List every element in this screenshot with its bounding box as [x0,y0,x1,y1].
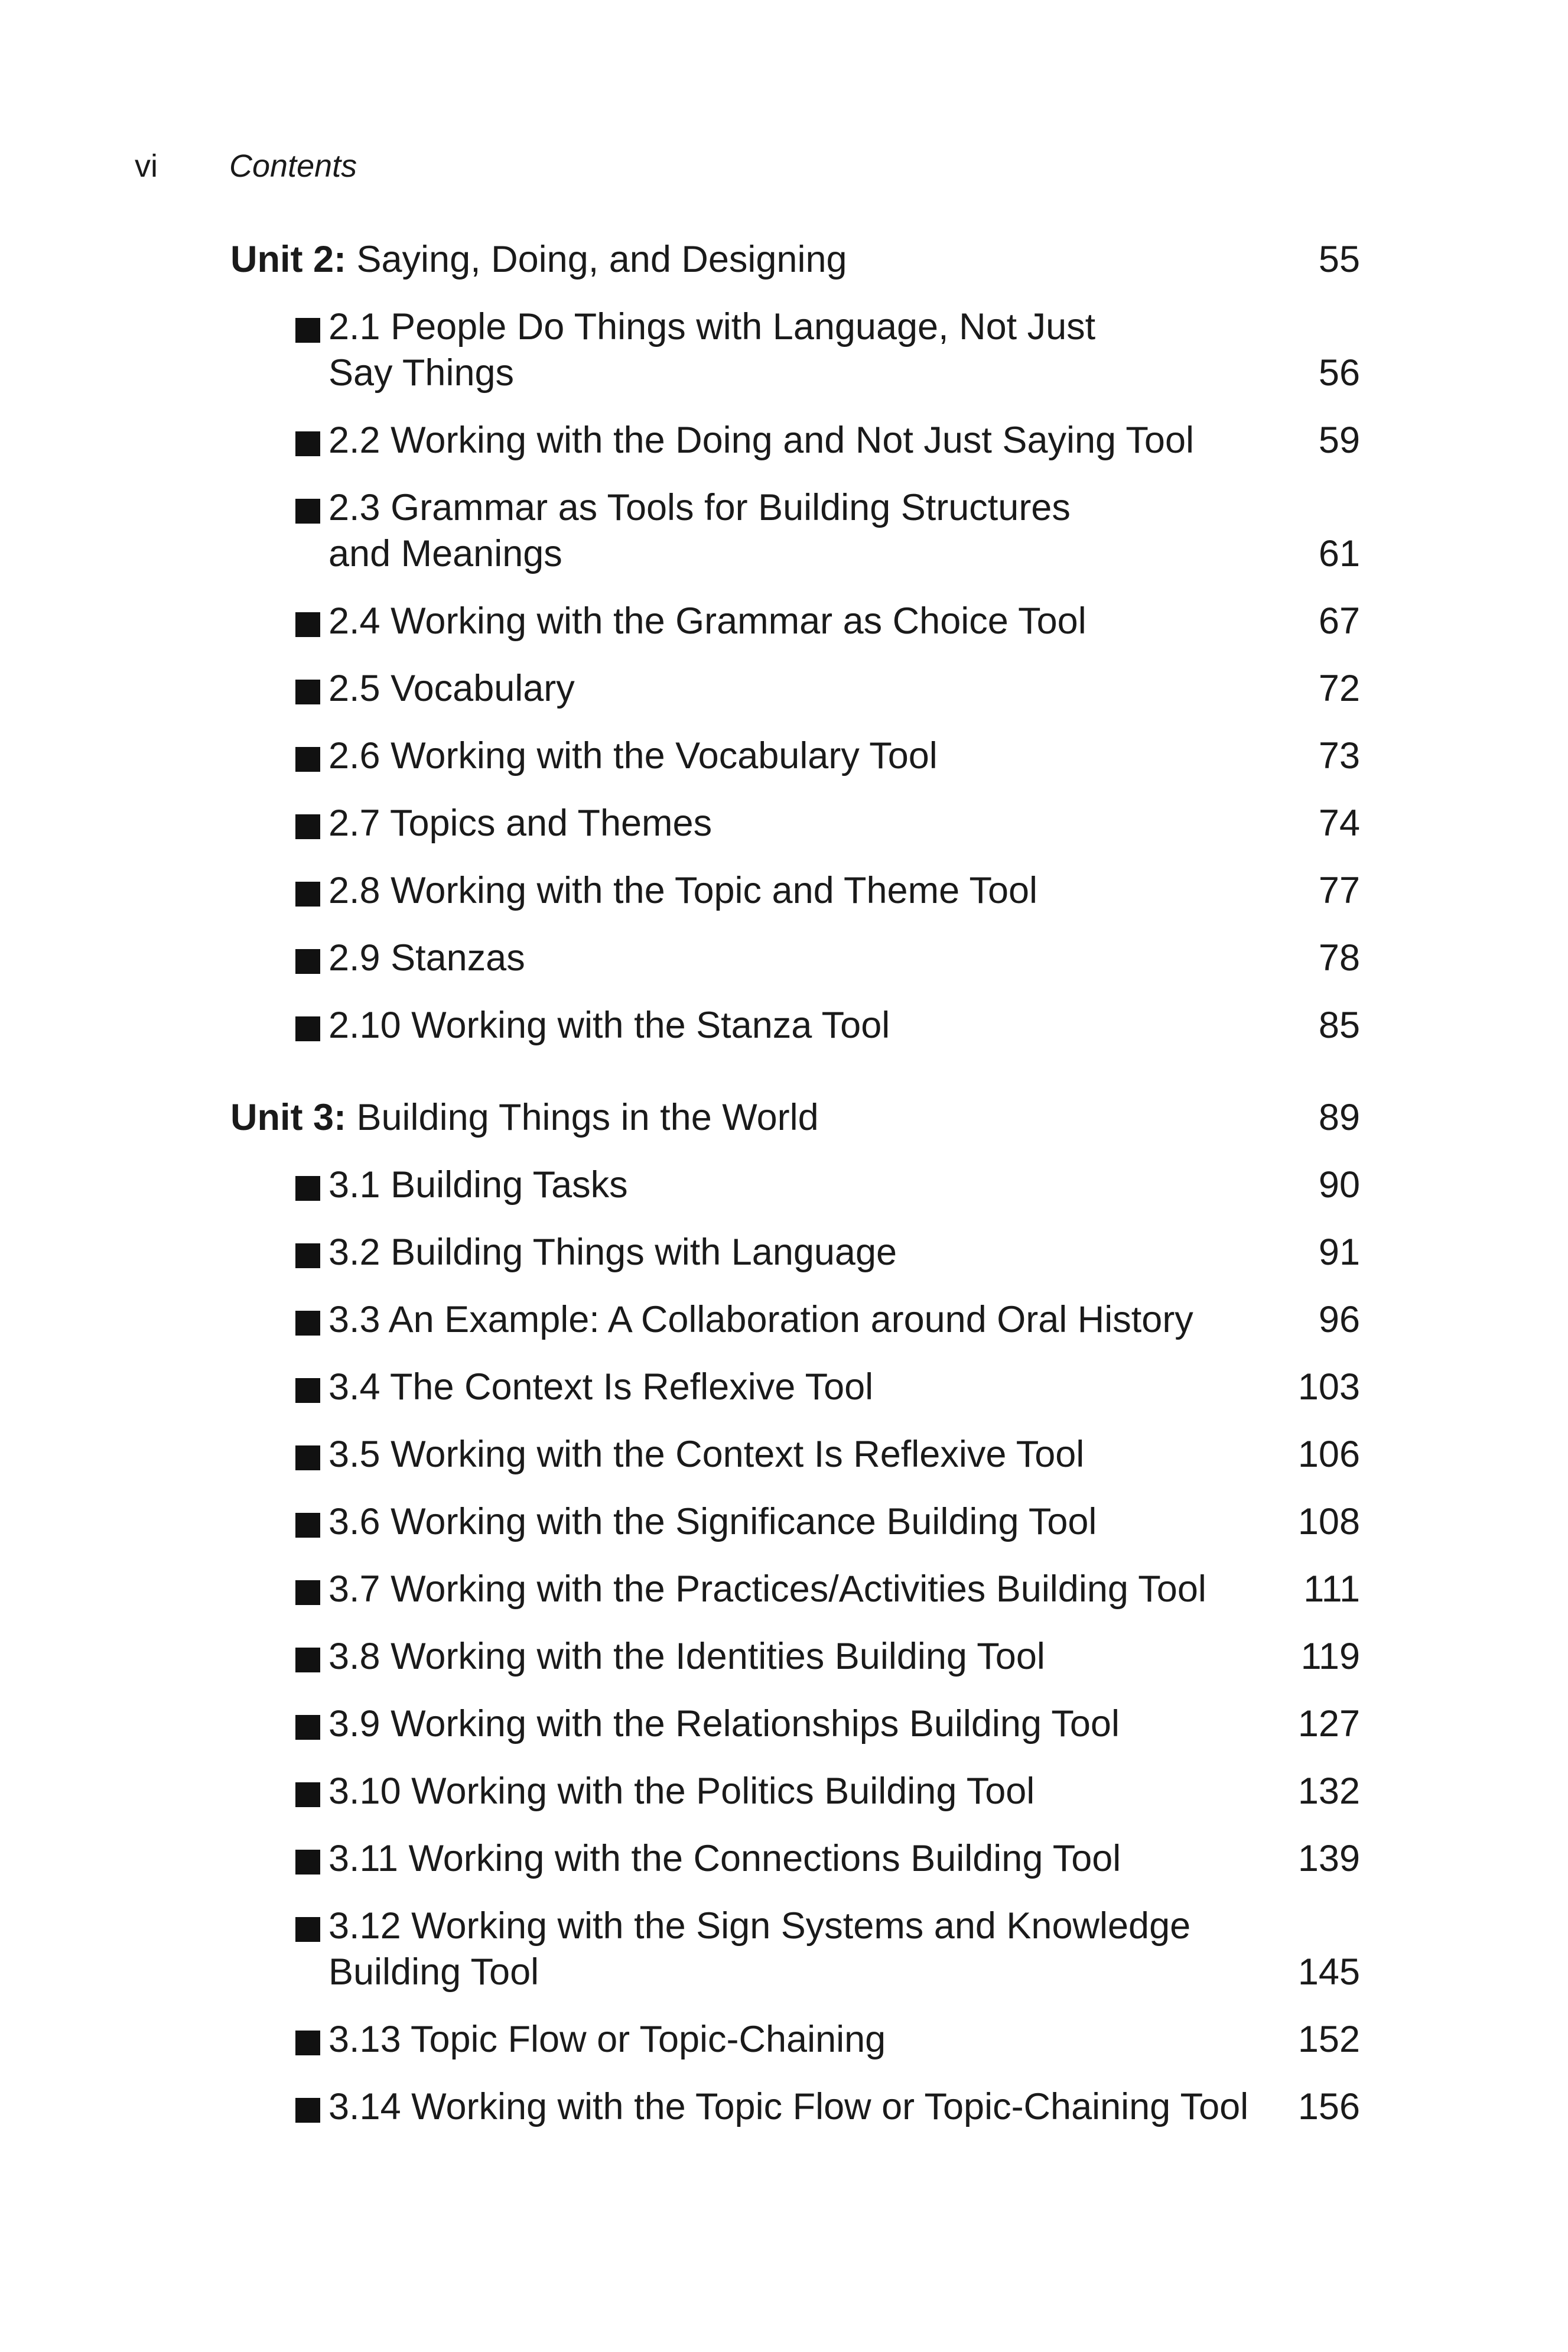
entry-title: 3.2 Building Things with Language [328,1232,897,1273]
entry-page-number: 106 [1297,1434,1360,1475]
unit-page-number: 89 [1318,1097,1360,1138]
square-bullet-icon [295,882,320,907]
entry-page-number: 77 [1318,870,1360,911]
entry-title: 3.5 Working with the Context Is Reflexive Tool [328,1434,1085,1475]
toc-entry [230,2084,1360,2130]
toc-unit-2 [230,236,1360,1048]
toc-entry [230,1002,1360,1048]
entry-page-number: 73 [1318,735,1360,777]
running-head [135,147,357,186]
toc-entry [230,800,1360,846]
unit-page-number: 55 [1318,239,1360,280]
toc-entry [230,1431,1360,1477]
table-of-contents [230,236,1360,2176]
toc-entry [230,304,1360,396]
toc-entry [230,733,1360,779]
entry-left [230,1431,1084,1477]
square-bullet-icon [295,499,320,524]
entry-title: 2.1 People Do Things with Language, Not Just Say Things [328,306,1096,394]
entry-page-number: 74 [1318,803,1360,844]
unit-heading-text [230,1094,819,1141]
entry-page-number: 61 [1318,533,1360,574]
square-bullet-icon [295,1580,320,1605]
page-folio: vi [135,148,158,184]
entry-title: 3.13 Topic Flow or Topic-Chaining [328,2019,886,2060]
toc-entry [230,1633,1360,1679]
entry-title: 3.7 Working with the Practices/Activities Building Tool [328,1568,1206,1610]
square-bullet-icon [295,1782,320,1807]
toc-entry [230,1499,1360,1545]
entry-left [230,733,938,779]
unit-heading [230,236,1360,282]
square-bullet-icon [295,1378,320,1403]
entry-page-number: 108 [1297,1501,1360,1542]
entry-left [230,1499,1097,1545]
unit-label: Unit 2: [230,239,346,280]
toc-entry [230,1297,1360,1343]
entry-left [230,1768,1035,1814]
entry-page-number: 127 [1297,1703,1360,1744]
entry-left [230,800,712,846]
entry-title: 3.1 Building Tasks [328,1164,628,1206]
entry-left [230,485,1071,577]
entry-left [230,1002,890,1048]
entry-page-number: 103 [1297,1366,1360,1408]
square-bullet-icon [295,431,320,456]
square-bullet-icon [295,1016,320,1041]
square-bullet-icon [295,612,320,637]
square-bullet-icon [295,2098,320,2123]
entry-title: 2.8 Working with the Topic and Theme Tool [328,870,1038,911]
entry-title: 2.2 Working with the Doing and Not Just Saying Tool [328,420,1194,461]
toc-entry [230,1566,1360,1612]
entry-title: 3.10 Working with the Politics Building Tool [328,1771,1035,1812]
entry-page-number: 145 [1297,1951,1360,1993]
square-bullet-icon [295,747,320,772]
entry-page-number: 90 [1318,1164,1360,1206]
entry-title: 3.8 Working with the Identities Building Tool [328,1636,1045,1677]
entry-left [230,665,575,712]
unit-heading [230,1094,1360,1141]
unit-heading-text [230,236,847,282]
entry-page-number: 152 [1297,2019,1360,2060]
square-bullet-icon [295,1648,320,1672]
entry-left [230,1162,628,1208]
toc-entry [230,485,1360,577]
unit-title: Saying, Doing, and Designing [356,239,847,280]
entry-title: 3.3 An Example: A Collaboration around Oral History [328,1299,1193,1340]
entry-page-number: 72 [1318,668,1360,709]
entry-left [230,1836,1121,1882]
square-bullet-icon [295,814,320,839]
entry-title: 2.7 Topics and Themes [328,803,713,844]
square-bullet-icon [295,1176,320,1201]
toc-entry [230,868,1360,914]
entry-left [230,304,1095,396]
toc-entry [230,935,1360,981]
square-bullet-icon [295,949,320,974]
entry-left [230,1633,1045,1679]
entry-left [230,2084,1248,2130]
entry-title: 2.4 Working with the Grammar as Choice Tool [328,600,1086,642]
toc-entry [230,2016,1360,2062]
entry-left [230,1701,1120,1747]
square-bullet-icon [295,680,320,704]
entry-page-number: 56 [1318,352,1360,394]
entry-page-number: 59 [1318,420,1360,461]
entry-title: 2.5 Vocabulary [328,668,575,709]
unit-label: Unit 3: [230,1097,346,1138]
entry-title: 3.4 The Context Is Reflexive Tool [328,1366,874,1408]
entry-page-number: 156 [1297,2086,1360,2127]
entry-title: 3.11 Working with the Connections Building Tool [328,1838,1121,1879]
entry-left [230,417,1194,463]
unit-title: Building Things in the World [356,1097,819,1138]
entry-title: 3.12 Working with the Sign Systems and Knowledge Building Tool [328,1905,1191,1993]
entry-left [230,2016,886,2062]
square-bullet-icon [295,1850,320,1875]
entry-title: 3.9 Working with the Relationships Building Tool [328,1703,1120,1744]
toc-entry [230,665,1360,712]
entry-left [230,1297,1193,1343]
toc-entry [230,1836,1360,1882]
entry-left [230,598,1086,644]
entry-left [230,868,1037,914]
toc-entry [230,417,1360,463]
entry-title: 2.10 Working with the Stanza Tool [328,1005,890,1046]
entry-page-number: 132 [1297,1771,1360,1812]
square-bullet-icon [295,1715,320,1740]
entry-page-number: 139 [1297,1838,1360,1879]
square-bullet-icon [295,1917,320,1942]
square-bullet-icon [295,2031,320,2055]
entry-left [230,935,525,981]
entry-page-number: 111 [1303,1568,1360,1610]
entry-page-number: 67 [1318,600,1360,642]
entry-title: 2.3 Grammar as Tools for Building Structures and Meanings [328,487,1071,574]
entry-left [230,1364,873,1410]
entry-page-number: 96 [1318,1299,1360,1340]
toc-entry [230,1701,1360,1747]
square-bullet-icon [295,1513,320,1538]
toc-entry [230,1768,1360,1814]
entry-title: 2.9 Stanzas [328,937,525,979]
toc-entry [230,598,1360,644]
entry-title: 3.6 Working with the Significance Building Tool [328,1501,1097,1542]
toc-entry [230,1903,1360,1995]
entry-page-number: 119 [1300,1636,1360,1677]
entry-page-number: 91 [1318,1232,1360,1273]
entry-left [230,1903,1190,1995]
square-bullet-icon [295,1311,320,1336]
toc-entry [230,1229,1360,1275]
entry-page-number: 78 [1318,937,1360,979]
toc-entry [230,1162,1360,1208]
entry-title: 3.14 Working with the Topic Flow or Topic-Chaining Tool [328,2086,1249,2127]
toc-entry [230,1364,1360,1410]
entry-title: 2.6 Working with the Vocabulary Tool [328,735,938,777]
running-head-title: Contents [229,148,357,184]
entry-left [230,1229,897,1275]
toc-unit-3 [230,1094,1360,2130]
square-bullet-icon [295,1243,320,1268]
entry-page-number: 85 [1318,1005,1360,1046]
square-bullet-icon [295,1445,320,1470]
square-bullet-icon [295,318,320,343]
entry-left [230,1566,1206,1612]
